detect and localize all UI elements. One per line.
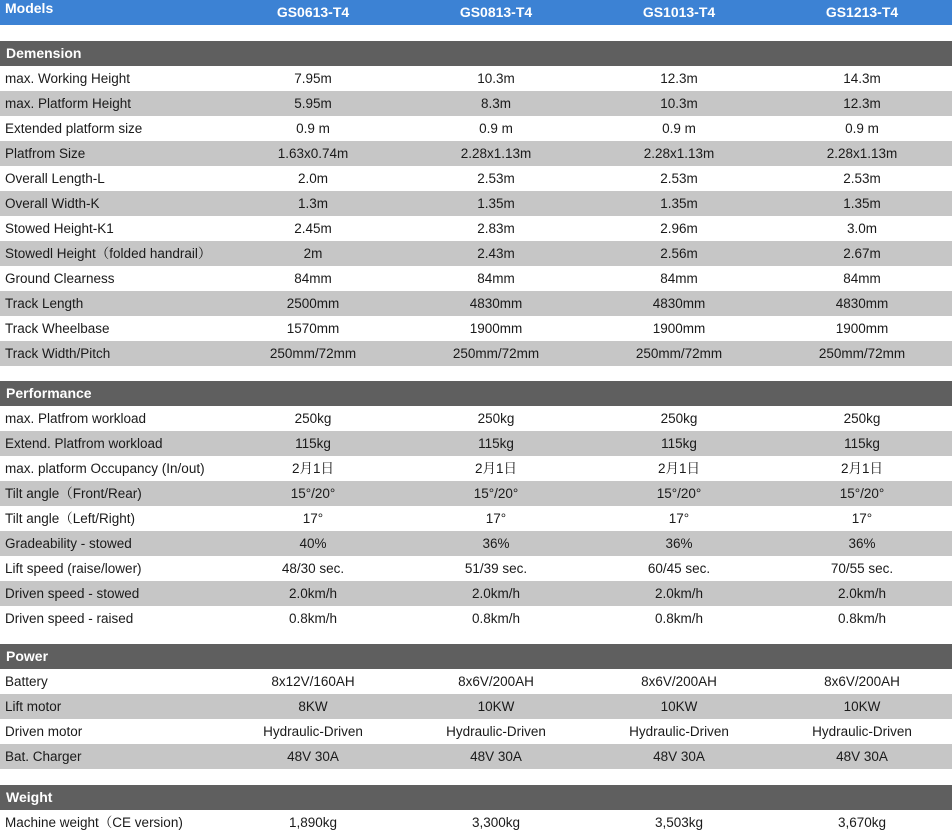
spec-value: 0.9 m: [296, 121, 330, 136]
spec-value: 0.8km/h: [288, 611, 338, 626]
spec-value: 2.96m: [660, 221, 698, 236]
spec-value: 40%: [299, 536, 327, 551]
spec-label: Stowedl Height（folded handrail）: [5, 246, 212, 261]
spec-value: 3.0m: [846, 221, 877, 236]
spec-row: [0, 694, 952, 719]
spec-value: 2500mm: [286, 296, 340, 311]
spec-value: Hydraulic-Driven: [812, 724, 912, 739]
spec-value: Hydraulic-Driven: [629, 724, 729, 739]
spec-value: 0.9 m: [845, 121, 879, 136]
spec-label: Stowed Height-K1: [5, 221, 114, 236]
spec-value: 17°: [668, 511, 690, 526]
spec-value: 2.0m: [297, 171, 328, 186]
spec-value: Hydraulic-Driven: [263, 724, 363, 739]
spec-value: 4830mm: [469, 296, 523, 311]
spec-value: 1.35m: [843, 196, 881, 211]
spec-label: Track Length: [5, 296, 84, 311]
spec-value: 115kg: [661, 436, 697, 451]
spec-value: 2.0km/h: [288, 586, 338, 601]
spec-value: 1900mm: [652, 321, 706, 336]
spec-value: 4830mm: [835, 296, 889, 311]
spec-row: [0, 191, 952, 216]
spec-label: Driven motor: [5, 724, 83, 739]
spec-value: 115kg: [844, 436, 880, 451]
spec-value: 3,300kg: [471, 815, 521, 830]
spec-row: [0, 556, 952, 581]
spec-row: [0, 266, 952, 291]
spec-label: Bat. Charger: [5, 749, 82, 764]
spec-label: Extended platform size: [5, 121, 143, 136]
spec-value: 0.9 m: [662, 121, 696, 136]
section-header-weight: Weight: [0, 785, 952, 810]
spec-value: 51/39 sec.: [464, 561, 528, 576]
spec-value: 7.95m: [294, 71, 332, 86]
spec-label: Extend. Platfrom workload: [5, 436, 163, 451]
spec-row: [0, 291, 952, 316]
spec-value: 2.53m: [660, 171, 698, 186]
spec-label: Tilt angle（Front/Rear): [5, 486, 142, 501]
spec-value: 12.3m: [843, 96, 881, 111]
spec-value: 250mm/72mm: [818, 346, 906, 361]
section-header-power: Power: [0, 644, 952, 669]
spec-value: 2.43m: [477, 246, 515, 261]
spec-value: 8.3m: [480, 96, 511, 111]
spec-value: 250kg: [843, 411, 881, 426]
spec-value: 250mm/72mm: [635, 346, 723, 361]
spec-label: Tilt angle（Left/Right): [5, 511, 136, 526]
spec-value: 2.56m: [660, 246, 698, 261]
models-header-row: [0, 0, 952, 25]
spec-value: 250mm/72mm: [269, 346, 357, 361]
spec-label: Overall Width-K: [5, 196, 100, 211]
spec-value: 0.8km/h: [837, 611, 887, 626]
spec-value: 3,670kg: [837, 815, 887, 830]
spec-value: 1900mm: [469, 321, 523, 336]
spec-row: [0, 116, 952, 141]
spec-value: 2月1日: [291, 461, 335, 476]
spec-value: 2.53m: [477, 171, 515, 186]
spec-label: Platfrom Size: [5, 146, 86, 161]
spec-row: [0, 481, 952, 506]
spec-row: [0, 719, 952, 744]
spec-value: 250kg: [477, 411, 515, 426]
spec-value: 10.3m: [477, 71, 515, 86]
spec-value: 0.9 m: [479, 121, 513, 136]
model-header: GS1213-T4: [825, 4, 899, 20]
spec-label: max. Platfrom workload: [5, 411, 147, 426]
spec-value: 2.0km/h: [471, 586, 521, 601]
spec-row: [0, 241, 952, 266]
spec-label: Gradeability - stowed: [5, 536, 132, 551]
spec-value: 1900mm: [835, 321, 889, 336]
spec-value: 1570mm: [286, 321, 340, 336]
spec-value: 8x12V/160AH: [271, 674, 355, 689]
spec-row: [0, 406, 952, 431]
spec-value: 8x6V/200AH: [458, 674, 534, 689]
spec-row: [0, 341, 952, 366]
spec-row: [0, 431, 952, 456]
spec-value: 250kg: [660, 411, 698, 426]
spec-row: [0, 581, 952, 606]
spec-row: [0, 316, 952, 341]
spec-row: [0, 166, 952, 191]
spec-value: 5.95m: [294, 96, 332, 111]
spec-value: 15°/20°: [656, 486, 702, 501]
spec-row: [0, 531, 952, 556]
spec-value: 2.53m: [843, 171, 881, 186]
spec-value: 1.35m: [660, 196, 698, 211]
spec-value: 70/55 sec.: [830, 561, 894, 576]
spec-value: 1,890kg: [288, 815, 338, 830]
spec-value: 10.3m: [660, 96, 698, 111]
section-header-performance: Performance: [0, 381, 952, 406]
spec-label: Track Wheelbase: [5, 321, 110, 336]
spec-row: [0, 506, 952, 531]
spec-row: [0, 456, 952, 481]
spec-label: Lift speed (raise/lower): [5, 561, 142, 576]
spec-value: 0.8km/h: [654, 611, 704, 626]
spec-label: max. Working Height: [5, 71, 131, 86]
spec-value: 250kg: [294, 411, 332, 426]
spec-value: 84mm: [477, 271, 515, 286]
spec-value: 2.45m: [294, 221, 332, 236]
spec-value: 12.3m: [660, 71, 698, 86]
spec-value: 8x6V/200AH: [641, 674, 717, 689]
model-header: GS1013-T4: [642, 4, 716, 20]
spec-value: 2.28x1.13m: [460, 146, 532, 161]
spec-row: [0, 810, 952, 835]
spec-row: [0, 91, 952, 116]
spec-value: 3,503kg: [654, 815, 704, 830]
spec-value: 0.8km/h: [471, 611, 521, 626]
spec-value: 1.63x0.74m: [277, 146, 349, 161]
spec-value: 8x6V/200AH: [824, 674, 900, 689]
spec-value: 115kg: [478, 436, 514, 451]
spec-value: 48/30 sec.: [281, 561, 345, 576]
spec-value: 2月1日: [840, 461, 884, 476]
spec-row: [0, 141, 952, 166]
spec-value: 48V 30A: [470, 749, 522, 764]
spec-label: Battery: [5, 674, 48, 689]
spec-value: 2.67m: [843, 246, 881, 261]
spec-value: 15°/20°: [473, 486, 519, 501]
spec-row: [0, 669, 952, 694]
spec-value: 1.3m: [297, 196, 328, 211]
spec-value: 2.28x1.13m: [643, 146, 715, 161]
spec-value: 2.28x1.13m: [826, 146, 898, 161]
spec-value: 14.3m: [843, 71, 881, 86]
spec-value: Hydraulic-Driven: [446, 724, 546, 739]
spec-value: 84mm: [294, 271, 332, 286]
spec-value: 10KW: [660, 699, 698, 714]
spec-value: 2.83m: [477, 221, 515, 236]
spec-value: 2.0km/h: [837, 586, 887, 601]
spec-value: 17°: [851, 511, 873, 526]
spec-value: 2m: [303, 246, 323, 261]
spec-label: Driven speed - stowed: [5, 586, 140, 601]
model-header: GS0813-T4: [459, 4, 533, 20]
spec-value: 36%: [848, 536, 876, 551]
spec-label: Driven speed - raised: [5, 611, 134, 626]
spec-value: 15°/20°: [290, 486, 336, 501]
spec-value: 1.35m: [477, 196, 515, 211]
spec-value: 250mm/72mm: [452, 346, 540, 361]
spec-value: 36%: [482, 536, 510, 551]
spec-row: [0, 66, 952, 91]
models-header-label: Models: [5, 0, 54, 16]
spec-value: 115kg: [295, 436, 331, 451]
spec-value: 84mm: [660, 271, 698, 286]
section-header-dimension: Demension: [0, 41, 952, 66]
spec-label: max. platform Occupancy (In/out): [5, 461, 205, 476]
spec-value: 84mm: [843, 271, 881, 286]
model-header: GS0613-T4: [276, 4, 350, 20]
spec-value: 48V 30A: [836, 749, 888, 764]
spec-value: 60/45 sec.: [647, 561, 711, 576]
spec-value: 10KW: [843, 699, 881, 714]
spec-value: 48V 30A: [287, 749, 339, 764]
spec-label: Track Width/Pitch: [5, 346, 111, 361]
spec-value: 2月1日: [657, 461, 701, 476]
spec-value: 17°: [485, 511, 507, 526]
spec-value: 2月1日: [474, 461, 518, 476]
spec-value: 4830mm: [652, 296, 706, 311]
spec-label: Overall Length-L: [5, 171, 105, 186]
spec-value: 36%: [665, 536, 693, 551]
spec-value: 17°: [302, 511, 324, 526]
spec-label: max. Platform Height: [5, 96, 132, 111]
spec-label: Ground Clearness: [5, 271, 115, 286]
spec-value: 2.0km/h: [654, 586, 704, 601]
spec-row: [0, 216, 952, 241]
spec-value: 48V 30A: [653, 749, 705, 764]
spec-row: [0, 744, 952, 769]
spec-label: Lift motor: [5, 699, 62, 714]
spec-label: Machine weight（CE version): [5, 815, 183, 830]
spec-row: [0, 606, 952, 631]
spec-value: 8KW: [298, 699, 328, 714]
spec-value: 10KW: [477, 699, 515, 714]
spec-value: 15°/20°: [839, 486, 885, 501]
